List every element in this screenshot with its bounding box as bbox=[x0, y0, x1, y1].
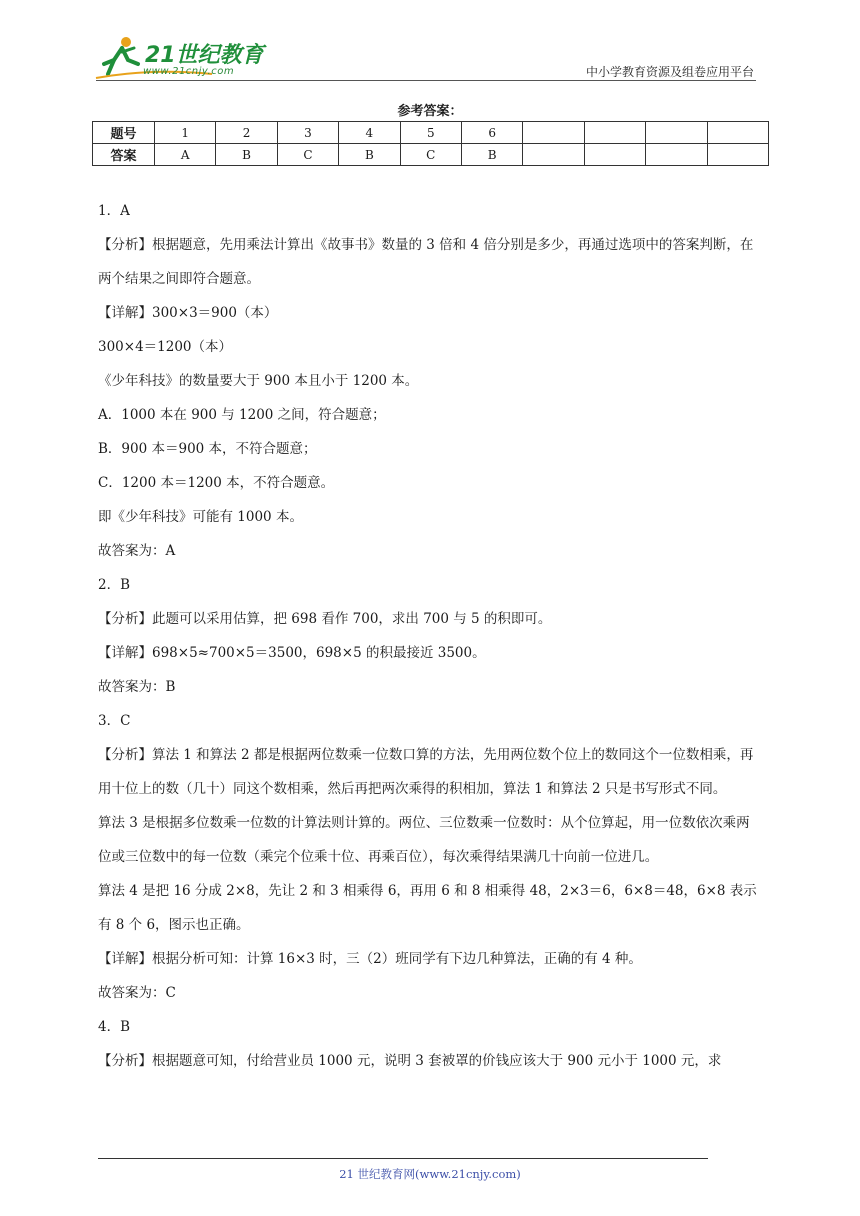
answer-line: 故答案为：B bbox=[98, 679, 176, 695]
table-cell: A bbox=[155, 144, 216, 166]
table-cell bbox=[646, 122, 707, 144]
table-cell: 2 bbox=[216, 122, 277, 144]
analysis-paragraph: 【分析】根据题意，先用乘法计算出《故事书》数量的 3 倍和 4 倍分别是多少，再通过选项中的答案判断，在两个结果之间即符合题意。 bbox=[98, 237, 754, 287]
analysis-paragraph: 【分析】算法 1 和算法 2 都是根据两位数乘一位数口算的方法，先用两位数个位上的数同这个一位数相乘，再用十位上的数（几十）同这个数相乘，然后再把两次乘得的积相加，算法 1 和算法 2 只是书写形式不同。 bbox=[98, 747, 754, 797]
table-cell: C bbox=[277, 144, 338, 166]
detail-line: A．1000 本在 900 与 1200 之间，符合题意； bbox=[98, 407, 386, 423]
analysis-paragraph: 【分析】此题可以采用估算，把 698 看作 700，求出 700 与 5 的积即可。 bbox=[98, 611, 552, 627]
table-cell bbox=[584, 144, 645, 166]
question-number: 2．B bbox=[98, 577, 131, 593]
platform-name: 中小学教育资源及组卷应用平台 bbox=[585, 65, 754, 79]
table-cell: 6 bbox=[461, 122, 522, 144]
answer-title: 参考答案： bbox=[397, 104, 463, 119]
detail-line: 【详解】698×5≈700×5＝3500，698×5 的积最接近 3500。 bbox=[98, 645, 486, 661]
detail-line: C．1200 本＝1200 本，不符合题意。 bbox=[98, 475, 335, 491]
detail-line: B．900 本＝900 本，不符合题意； bbox=[98, 441, 317, 457]
detail-line: 即《少年科技》可能有 1000 本。 bbox=[98, 509, 303, 525]
table-cell bbox=[584, 122, 645, 144]
header-divider bbox=[96, 80, 756, 81]
question-number: 1．A bbox=[98, 203, 130, 219]
table-cell bbox=[646, 144, 707, 166]
row-label-answer: 答案 bbox=[93, 144, 155, 166]
answer-line: 故答案为：A bbox=[98, 543, 176, 559]
detail-line: 《少年科技》的数量要大于 900 本且小于 1200 本。 bbox=[98, 373, 419, 389]
analysis-paragraph: 算法 3 是根据多位数乘一位数的计算法则计算的。两位、三位数乘一位数时：从个位算起，用一位数依次乘两位或三位数中的每一位数（乘完个位乘十位、再乘百位），每次乘得结果满几十向前一位进几。 bbox=[98, 815, 750, 865]
question-number: 3．C bbox=[98, 713, 131, 729]
logo-url: www.21cnjy.com bbox=[143, 66, 235, 77]
table-cell bbox=[523, 144, 584, 166]
detail-line: 【详解】300×3＝900（本） bbox=[98, 305, 278, 321]
table-cell: B bbox=[461, 144, 522, 166]
table-row-numbers bbox=[93, 122, 769, 144]
page-footer: 21 世纪教育网(www.21cnjy.com) bbox=[339, 1167, 521, 1181]
table-cell: 4 bbox=[339, 122, 400, 144]
footer-divider bbox=[98, 1158, 708, 1159]
solution-content bbox=[98, 194, 763, 1078]
table-cell bbox=[707, 122, 768, 144]
table-cell bbox=[523, 122, 584, 144]
table-cell: 3 bbox=[277, 122, 338, 144]
table-cell bbox=[707, 144, 768, 166]
analysis-paragraph: 算法 4 是把 16 分成 2×8，先让 2 和 3 相乘得 6，再用 6 和 8 相乘得 48，2×3＝6，6×8＝48，6×8 表示有 8 个 6，图示也正确。 bbox=[98, 883, 757, 933]
answer-line: 故答案为：C bbox=[98, 985, 176, 1001]
table-cell: 1 bbox=[155, 122, 216, 144]
detail-line: 【详解】根据分析可知：计算 16×3 时，三（2）班同学有下边几种算法，正确的有 4 种。 bbox=[98, 951, 642, 967]
answer-table bbox=[92, 121, 769, 166]
table-row-answers bbox=[93, 144, 769, 166]
page-header bbox=[0, 0, 860, 90]
detail-line: 300×4＝1200（本） bbox=[98, 339, 233, 355]
question-number: 4．B bbox=[98, 1019, 131, 1035]
logo-text: 21世纪教育 bbox=[145, 43, 264, 68]
table-cell: B bbox=[339, 144, 400, 166]
row-label-number: 题号 bbox=[93, 122, 155, 144]
table-cell: C bbox=[400, 144, 461, 166]
analysis-paragraph: 【分析】根据题意可知，付给营业员 1000 元，说明 3 套被罩的价钱应该大于 900 元小于 1000 元，求 bbox=[98, 1053, 722, 1069]
table-cell: 5 bbox=[400, 122, 461, 144]
table-cell: B bbox=[216, 144, 277, 166]
